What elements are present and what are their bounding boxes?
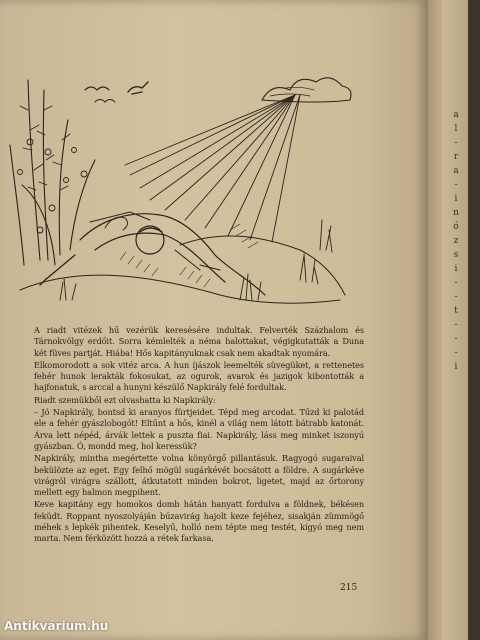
margin-letter: ó (453, 222, 459, 232)
margin-letter: l (454, 124, 458, 134)
paragraph: – Jó Napkirály, bontsd ki aranyos fürtjeidet. Tépd meg arcodat. Tűzd ki palotád ele a fehér gyászlobogót! Eltűnt a hős, kinél a világ nem látott bátrabb katonát. Árva lett népéd, árvák lettek a puszta fiai. Napkirály, láss meg minket iszonyú gyászban. Ó, mondd meg, hol keressük? (34, 407, 364, 451)
margin-letter: - (454, 334, 458, 344)
margin-letter: - (454, 180, 458, 190)
margin-letter: t (454, 306, 458, 316)
page-number: 215 (340, 583, 358, 593)
margin-letter: n (453, 208, 459, 218)
margin-letter: i (454, 194, 458, 204)
sun-rays (125, 95, 300, 242)
margin-letter: z (453, 236, 459, 246)
paragraph: Keve kapitány egy homokos domb hátán hanyatt fordulva a földnek, békésen feküdt. Roppant nyoszolyáján búzavirág hajolt keze fejéhez, sisakján zümmögő méhek s lepkék pihentek. Keselyű, holló nem tépte meg testét, kígyó meg nem marta. Nem férközött hozzá a rétek farkasa. (34, 499, 364, 544)
margin-vertical-text (449, 108, 463, 374)
margin-letter: r (453, 152, 459, 162)
margin-letter: - (454, 348, 458, 358)
margin-letter: - (454, 138, 458, 148)
book-shadow (468, 0, 480, 640)
paragraph: A riadt vitézek hű vezérük keresésére indultak. Felverték Százhalom és Tárnokvölgy erdőit. Sorra kémlelték a néma halottakat, végigkutatták a Duna két füves partját. Hiába! Hős kapitányuknak csak nem akadtak nyomára. (34, 325, 364, 358)
story-text (34, 325, 364, 546)
watermark: Antikvárium.hu (4, 619, 109, 633)
margin-letter: a (453, 110, 459, 120)
margin-letter: - (454, 320, 458, 330)
margin-letter: a (453, 166, 459, 176)
margin-letter: - (454, 278, 458, 288)
page-edge (428, 0, 442, 640)
margin-letter: i (454, 264, 458, 274)
margin-letter: s (453, 250, 459, 260)
margin-letter: - (454, 292, 458, 302)
paragraph: Napkirály, mintha megértette volna könyörgő pillantásuk. Ragyogó sugaraival bekülözte az eget. Egy felhő mögül sugárkévét bocsátott a földre. A sugárkéve virágról virágra szállott, átkutatott minden bokrot, ligetet, majd az őrtorony mellett egy halmon megpihent. (34, 453, 364, 498)
ink-illustration (0, 50, 380, 320)
margin-letter: i (454, 362, 458, 372)
paragraph: Riadt szemükből ezt olvashatta ki Napkirály: (34, 394, 216, 405)
paragraph: Elkomorodott a sok vitéz arca. A hun íjászok leemelték süvegüket, a rettenetes fehér hunok lerakták fokosukat, az ogurok, avarok és jazigok kibontották a hajfonatuk, s arccal a hunyni készülő Napkirály felé fordultak. (34, 359, 364, 393)
